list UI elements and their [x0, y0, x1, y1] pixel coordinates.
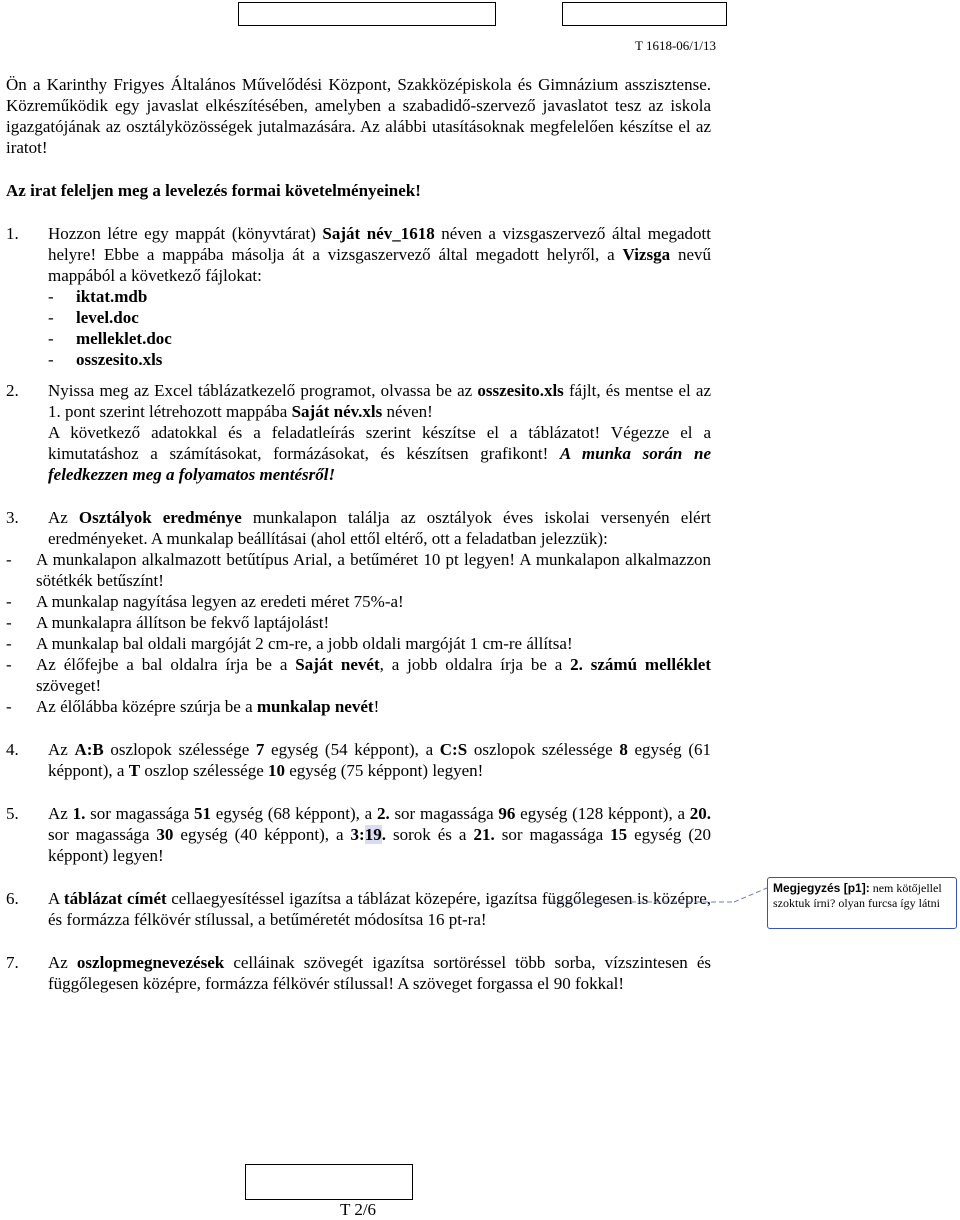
task-text: A következő adatokkal és a feladatleírás szerint készítse el a táblázatot! Végezze el a kimutatáshoz a számításokat, formázásokat, és készítsen grafikont! A munka során ne feledkezzen meg a folyamatos mentésről! — [48, 423, 711, 484]
comment-balloon[interactable] — [767, 877, 957, 929]
task-text: Az Osztályok eredménye munkalapon találja az osztályok éves iskolai versenyén elért eredményeket. A munkalap beállításai (ahol ettől eltérő, ott a feladatban jelezzük): — [48, 508, 711, 548]
settings-list-item: - A munkalap nagyítása legyen az eredeti méret 75%-a! — [6, 592, 404, 611]
task-number: 4. — [6, 740, 19, 759]
settings-list-item: - Az élőlábba középre szúrja be a munkalap nevét! — [6, 697, 380, 716]
task-item-1 — [6, 223, 711, 370]
settings-list-item: - A munkalap bal oldali margóját 2 cm-re, a jobb oldali margóját 1 cm-re állítsa! — [6, 634, 573, 653]
task-item-7 — [6, 952, 711, 994]
document-body — [6, 74, 711, 994]
task-text: Nyissa meg az Excel táblázatkezelő programot, olvassa be az osszesito.xls fájlt, és mentse el az 1. pont szerint létrehozott mappába Saját név.xls néven! — [48, 381, 711, 421]
task-item-4 — [6, 739, 711, 781]
footer-box — [245, 1164, 413, 1200]
task-text: Hozzon létre egy mappát (könyvtárat) Saját név_1618 néven a vizsgaszervező által megadott helyre! Ebbe a mappába másolja át a vizsgaszervező által megadott helyről, a Vizsga nevű mappából a következő fájlokat: — [48, 224, 712, 285]
settings-list-item: - A munkalapon alkalmazott betűtípus Arial, a betűméret 10 pt legyen! A munkalapon alkalmazzon sötétkék betűszínt! — [6, 550, 711, 590]
settings-list-item: - A munkalapra állítson be fekvő laptájolást! — [6, 613, 330, 632]
section-heading: Az irat feleljen meg a levelezés formai követelményeinek! — [6, 181, 421, 200]
task-item-2 — [6, 380, 711, 485]
task-item-5 — [6, 803, 711, 866]
page-number: T 2/6 — [340, 1200, 377, 1219]
task-number: 2. — [6, 381, 19, 400]
task-text: Az oszlopmegnevezések celláinak szövegét igazítsa sortöréssel több sorba, vízszintesen és függőlegesen középre, formázza félkövér stílussal! A szöveget forgassa el 90 fokkal! — [48, 953, 711, 993]
task-number: 3. — [6, 508, 19, 527]
task-text: Az 1. sor magassága 51 egység (68 képpont), a 2. sor magassága 96 egység (128 képpont), a 20. sor magassága 30 egység (40 képpont), a 3:19. sorok és a 21. sor magassága 15 egység (20 képpont) legyen! — [48, 804, 712, 865]
intro-paragraph: Ön a Karinthy Frigyes Általános Művelődési Központ, Szakközépiskola és Gimnázium asszisztense. Közreműködik egy javaslat elkészítésében, amelyben a szabadidő-szervező javaslatot tesz az iskola igazgatójának az osztályközösségek jutalmazására. Az alábbi utasításoknak megfelelően készítse el az iratot! — [6, 75, 711, 157]
header-box-left — [238, 2, 496, 26]
task-number: 6. — [6, 889, 19, 908]
task-number: 1. — [6, 224, 19, 243]
document-code: T 1618-06/1/13 — [634, 38, 716, 53]
file-list-item: - level.doc — [48, 308, 139, 327]
commented-text-highlight[interactable]: 19 — [364, 825, 382, 844]
task-text: A táblázat címét cellaegyesítéssel igazítsa a táblázat közepére, igazítsa függőlegesen is középre, és formázza félkövér stílussal, a betűméretét módosítsa 16 pt-ra! — [48, 889, 712, 929]
header-box-right — [562, 2, 727, 26]
task-text: Az A:B oszlopok szélessége 7 egység (54 képpont), a C:S oszlopok szélessége 8 egység (61 képpont), a T oszlop szélessége 10 egység (75 képpont) legyen! — [48, 740, 711, 780]
file-list-item: - iktat.mdb — [48, 287, 148, 306]
comment-text: nem kötőjellel szoktuk írni? olyan furcsa így látni — [773, 881, 942, 910]
task-item-3 — [6, 507, 711, 549]
settings-list-item: - Az élőfejbe a bal oldalra írja be a Saját nevét, a jobb oldalra írja be a 2. számú melléklet szöveget! — [6, 655, 711, 695]
settings-list — [6, 549, 711, 717]
task-number: 5. — [6, 804, 19, 823]
task-number: 7. — [6, 953, 19, 972]
comment-connector-line — [549, 880, 769, 910]
file-list-item: - osszesito.xls — [48, 350, 163, 369]
comment-tag: Megjegyzés [p1]: — [773, 881, 870, 895]
file-list-item: - melleklet.doc — [48, 329, 172, 348]
file-list — [48, 286, 711, 370]
